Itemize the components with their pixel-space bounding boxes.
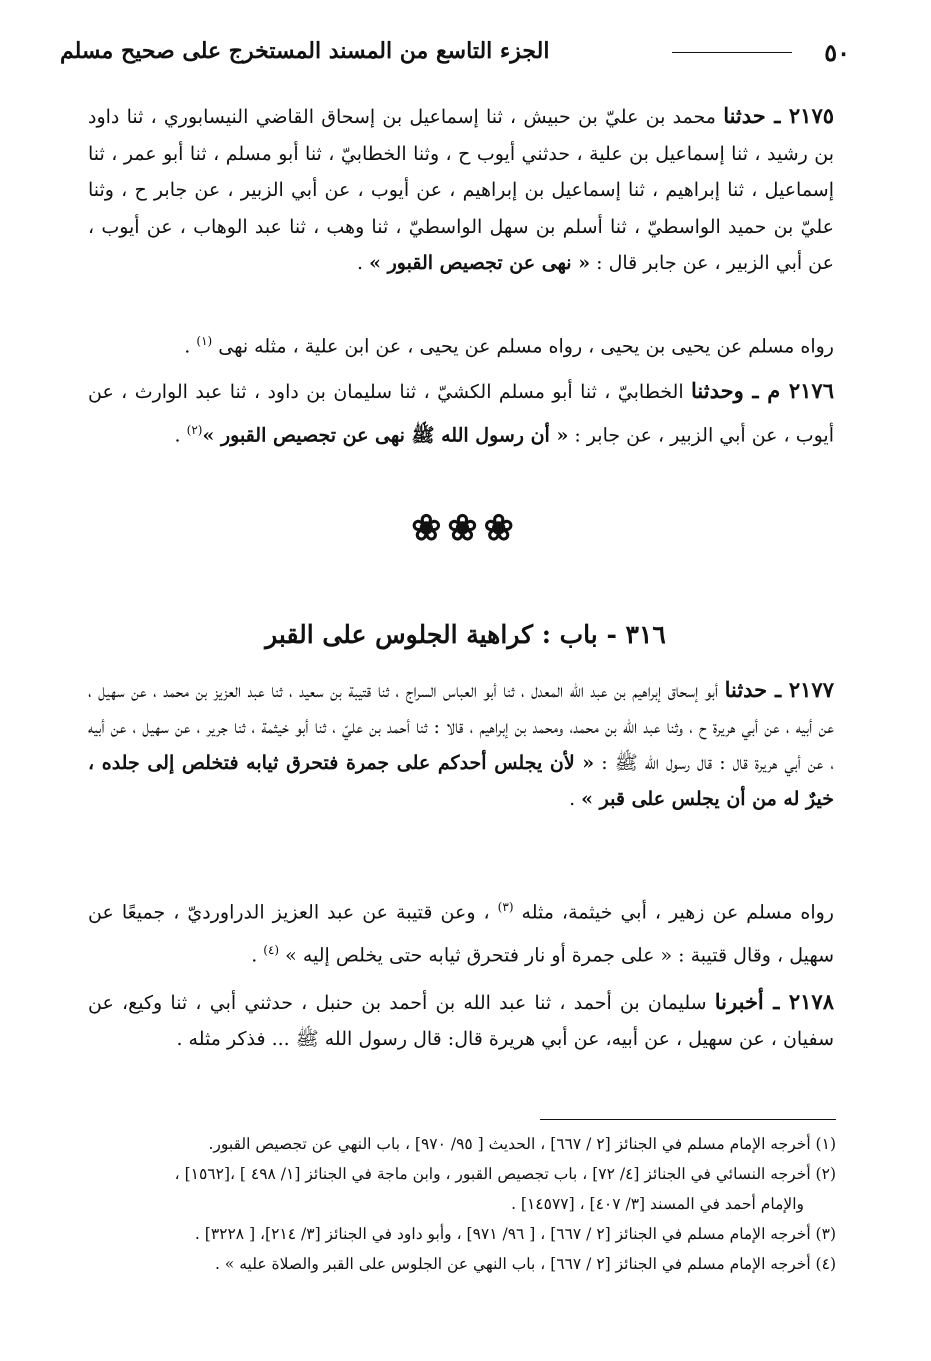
hadith-2178: [88, 984, 834, 1057]
hadith-quote: « لأن يجلس أحدكم على جمرة فتحرق ثيابه فتخلص إلى جلده ، خيرٌ له من أن يجلس على قبر »: [88, 752, 834, 810]
note-2177: [88, 888, 834, 975]
footnote-3: (٣) أخرجه الإمام مسلم في الجنائز [٢ / ٦٦٧] ، [ ٩٦/ ٩٧١] ، وأبو داود في الجنائز [٣/ ٢١٤]، [ ٣٢٢٨] .: [194, 1225, 836, 1243]
hadith-2175: [88, 98, 834, 282]
hadith-body: سليمان بن أحمد ، ثنا عبد الله بن أحمد بن حنبل ، حدثني أبي ، ثنا وكيع، عن سفيان ، عن سهيل ، عن أبيه، عن أبي هريرة قال: قال رسول الله ﷺ ... فذكر مثله .: [88, 992, 834, 1050]
hadith-2176: [88, 372, 834, 454]
hadith-body: الخطابيّ ، ثنا أبو مسلم الكشيّ ، ثنا سليمان بن داود ، ثنا عبد الوارث ، عن أيوب ، عن أبي الزبير ، عن جابر :: [88, 381, 834, 447]
footnote-marker: (٣): [497, 900, 514, 914]
hadith-end: .: [357, 252, 370, 274]
note-body: رواه مسلم عن زهير ، أبي خيثمة، مثله: [513, 901, 834, 924]
hadith-body: أبو إسحاق إبراهيم بن عبد الله المعدل ، ثنا أبو العباس السراج ، ثنا قتيبة بن سعيد ، ثنا عبد العزيز بن محمد ، عن سهيل ، عن أبيه ، عن أبي هريرة ح ، وثنا عبد الله بن محمد، ومحمد بن إبراهيم ، قالا : ثنا أحمد بن عليّ ، ثنا أبو خيثمة ، ثنا جرير ، عن سهيل ، عن أبيه ، عن أبي هريرة قال : قال رسول الله ﷺ :: [88, 680, 834, 774]
hadith-end: .: [569, 788, 582, 810]
footnote-2-continued: والإمام أحمد في المسند [٣/ ٤٠٧] ، [١٤٥٧٧] .: [511, 1195, 804, 1213]
page-header: [60, 36, 850, 76]
note-body: ، وعن قتيبة عن عبد العزيز الدراورديّ ، جميعًا عن سهيل ، وقال قتيبة : « على جمرة أو نار فتحرق ثيابه حتى يخلص إليه »: [88, 901, 834, 967]
footnote-marker: (١): [196, 334, 213, 348]
footnote-marker: (٤): [263, 943, 280, 958]
hadith-body: محمد بن عليّ بن حبيش ، ثنا إسماعيل بن إسحاق القاضي النيسابوري ، ثنا داود بن رشيد ، ثنا إسماعيل بن علية ، حدثني أيوب ح ، وثنا الخطابيّ ، ثنا أبو مسلم ، ثنا أبو عمر ، ثنا إسماعيل ، ثنا إبراهيم ، ثنا إسماعيل بن إبراهيم ، عن أيوب ، عن أبي الزبير ، عن جابر ح ، وثنا عليّ بن حميد الواسطيّ ، ثنا أسلم بن سهل الواسطيّ ، ثنا وهب ، ثنا عبد الوهاب ، عن أيوب ، عن أبي الزبير ، عن جابر قال :: [88, 106, 834, 274]
section-separator: ❀❀❀: [411, 507, 520, 549]
note-end: .: [251, 944, 264, 967]
footnote-marker: (٢): [186, 423, 203, 437]
hadith-lead: ٢١٧٦ م ـ وحدثنا: [691, 378, 834, 403]
running-title: الجزء التاسع من المسند المستخرج على صحيح مسلم: [60, 38, 550, 64]
footnote-rule: [540, 1119, 836, 1120]
page-number: ٥٠: [824, 38, 850, 67]
hadith-end: .: [174, 424, 187, 447]
note-2175: [88, 324, 834, 363]
hadith-2177: [88, 672, 834, 817]
footnote-4: (٤) أخرجه الإمام مسلم في الجنائز [٢ / ٦٦٧] ، باب النهي عن الجلوس على القبر والصلاة عليه » .: [214, 1255, 836, 1273]
header-rule: [672, 52, 792, 53]
hadith-quote: « نهى عن تجصيص القبور »: [369, 252, 591, 274]
hadith-quote: « أن رسول الله ﷺ نهى عن تجصيص القبور »: [202, 424, 569, 447]
hadith-lead: ٢١٧٧ ـ حدثنا: [724, 677, 834, 702]
footnotes: [100, 1129, 836, 1279]
note-end: .: [184, 335, 197, 358]
hadith-lead: ٢١٧٥ ـ حدثنا: [723, 103, 835, 128]
footnote-1: (١) أخرجه الإمام مسلم في الجنائز [٢ / ٦٦٧] ، الحديث [ ٩٥/ ٩٧٠] ، باب النهي عن تجصيص القبور.: [208, 1135, 836, 1153]
note-body: رواه مسلم عن يحيى بن يحيى ، رواه مسلم عن يحيى ، عن ابن علية ، مثله نهى: [212, 335, 834, 358]
hadith-lead: ٢١٧٨ ـ أخبرنا: [714, 989, 834, 1014]
footnote-2: (٢) أخرجه النسائي في الجنائز [٤/ ٧٢] ، باب تجصيص القبور ، وابن ماجة في الجنائز [١/ ٤٩٨ ] ،[١٥٦٢] ،: [174, 1165, 836, 1183]
chapter-title: ٣١٦ - باب : كراهية الجلوس على القبر: [265, 620, 666, 649]
